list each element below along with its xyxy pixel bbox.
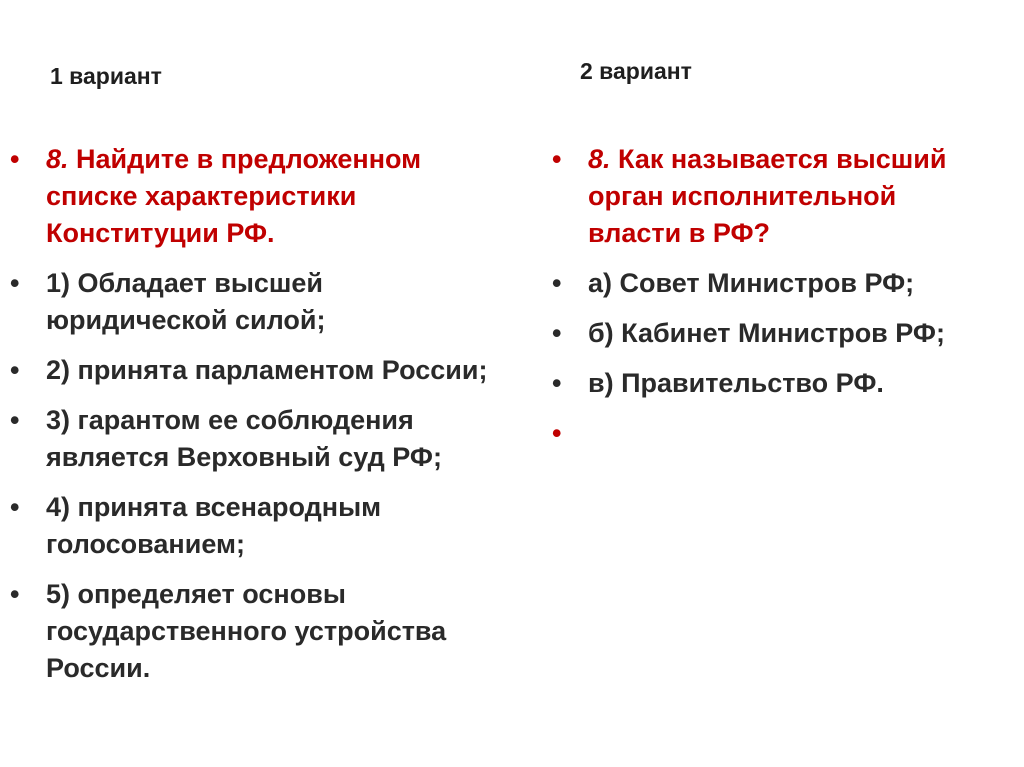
bullet-icon: • [552, 368, 562, 398]
question-number: 8. [46, 144, 69, 174]
list-item [10, 402, 510, 476]
bullet-icon: • [10, 492, 20, 522]
answer-option: 5) определяет основы государственного устройства России. [46, 579, 447, 683]
variant-1-question [10, 141, 510, 252]
bullet-icon: • [552, 268, 562, 298]
list-item [10, 489, 510, 563]
question-text: Как называется высший орган исполнительной власти в РФ? [588, 144, 947, 248]
variant-2-question [552, 141, 992, 252]
question-text: Найдите в предложенном списке характеристики Конституции РФ. [46, 144, 422, 248]
variant-2-list [552, 141, 992, 448]
variant-1-list [10, 141, 510, 700]
answer-option: 3) гарантом ее соблюдения является Верховный суд РФ; [46, 405, 442, 472]
bullet-icon: • [552, 144, 562, 174]
bullet-icon: • [552, 418, 562, 448]
answer-option: 2) принята парламентом России; [46, 355, 488, 385]
bullet-icon: • [10, 579, 20, 609]
answer-option: б) Кабинет Министров РФ; [588, 318, 945, 348]
answer-option: 4) принята всенародным голосованием; [46, 492, 382, 559]
answer-option: 1) Обладает высшей юридической силой; [46, 268, 326, 335]
list-item [10, 352, 510, 389]
variant-1-title: 1 вариант [50, 63, 162, 89]
bullet-icon: • [10, 268, 20, 298]
list-item [10, 576, 510, 687]
bullet-icon: • [10, 405, 20, 435]
variant-2-title: 2 вариант [580, 58, 692, 84]
answer-option: в) Правительство РФ. [588, 368, 884, 398]
bullet-icon: • [10, 355, 20, 385]
list-item [10, 265, 510, 339]
list-item [552, 365, 992, 402]
list-item [552, 265, 992, 302]
question-number: 8. [588, 144, 611, 174]
answer-option: а) Совет Министров РФ; [588, 268, 915, 298]
bullet-icon: • [552, 318, 562, 348]
bullet-icon: • [10, 144, 20, 174]
list-item [552, 315, 992, 352]
